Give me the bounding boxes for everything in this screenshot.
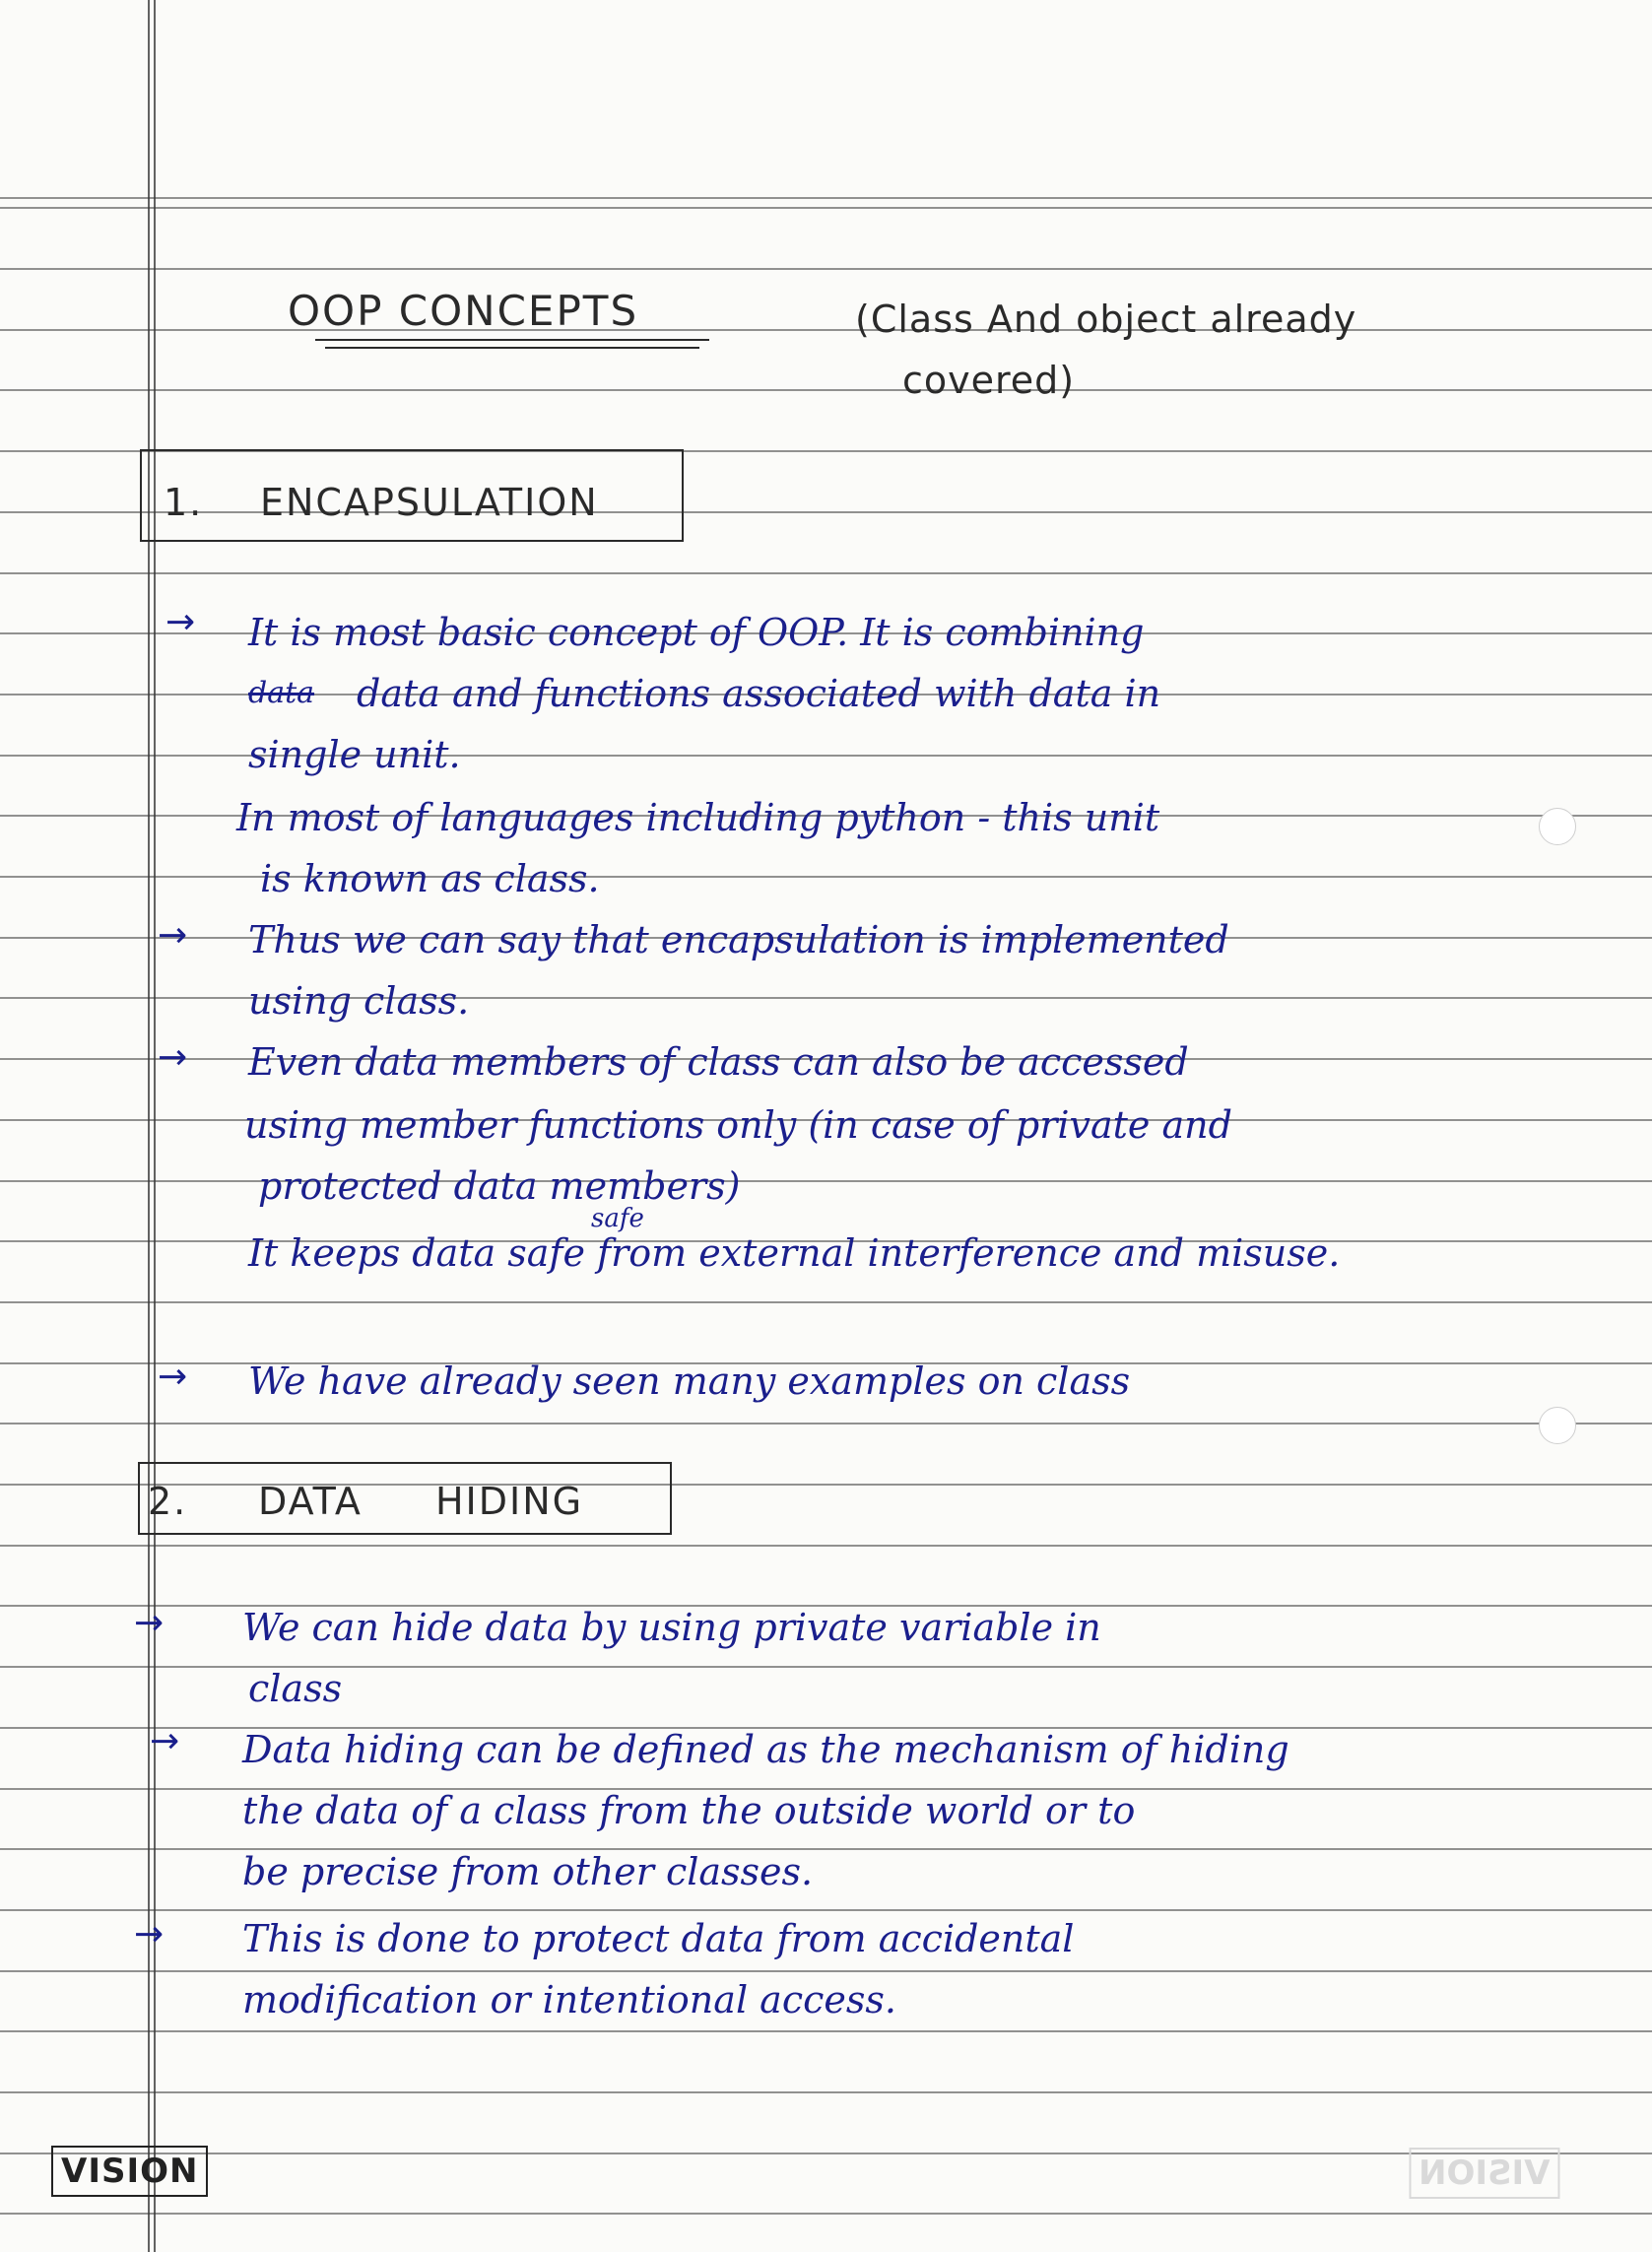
ruled-line <box>0 389 1652 391</box>
body-line: modification or intentional access. <box>242 1978 896 2021</box>
binder-hole <box>1539 808 1576 845</box>
body-line: single unit. <box>248 733 461 776</box>
section-heading: DATA HIDING <box>258 1480 584 1523</box>
body-line: This is done to protect data from accidental <box>242 1917 1075 1960</box>
ruled-line <box>0 2030 1652 2032</box>
body-line: Even data members of class can also be accessed <box>248 1040 1189 1084</box>
ruled-line <box>0 329 1652 331</box>
body-line: protected data members) <box>258 1164 741 1208</box>
struck-word: data <box>248 676 315 710</box>
body-line: the data of a class from the outside world or to <box>242 1789 1136 1832</box>
body-line: class <box>248 1667 343 1710</box>
bullet-arrow-icon: → <box>158 1037 188 1078</box>
page-title: OOP CONCEPTS <box>288 287 639 335</box>
body-line: In most of languages including python - this unit <box>236 796 1160 839</box>
ruled-line <box>0 1909 1652 1911</box>
ruled-line <box>0 2091 1652 2093</box>
ruled-line <box>0 1545 1652 1547</box>
title-underline <box>325 347 699 349</box>
ruled-line <box>0 1180 1652 1182</box>
ruled-line <box>0 876 1652 878</box>
body-line: Thus we can say that encapsulation is implemented <box>248 918 1229 961</box>
bullet-arrow-icon: → <box>150 1721 180 1761</box>
bullet-arrow-icon: → <box>158 1357 188 1397</box>
body-line: data and functions associated with data in <box>357 672 1161 715</box>
ruled-line <box>0 2213 1652 2215</box>
body-line: using class. <box>248 979 470 1023</box>
binder-hole <box>1539 1407 1576 1444</box>
title-note-continued: covered) <box>902 359 1076 402</box>
body-line: It is most basic concept of OOP. It is combining <box>248 611 1145 654</box>
brand-logo: VISION <box>51 2146 208 2197</box>
section-number: 1. <box>164 481 204 524</box>
body-line: is known as class. <box>260 857 600 900</box>
ruled-line <box>0 268 1652 270</box>
ruled-line <box>0 1423 1652 1424</box>
body-line: Data hiding can be defined as the mechanism of hiding <box>242 1728 1289 1771</box>
body-line: be precise from other classes. <box>242 1850 814 1893</box>
title-underline <box>315 339 709 341</box>
bullet-arrow-icon: → <box>165 602 196 642</box>
inserted-word: safe <box>591 1204 644 1233</box>
ruled-line <box>0 2153 1652 2154</box>
ruled-line <box>0 572 1652 574</box>
bullet-arrow-icon: → <box>134 1914 165 1954</box>
ruled-line <box>0 1301 1652 1303</box>
body-line: It keeps data safe from external interference and misuse. <box>248 1231 1341 1275</box>
brand-logo-showthrough: VISION <box>1409 2148 1559 2199</box>
bullet-arrow-icon: → <box>158 915 188 956</box>
body-line: using member functions only (in case of private and <box>244 1103 1232 1147</box>
ruled-line <box>0 207 1652 209</box>
section-number: 2. <box>148 1480 188 1523</box>
title-note: (Class And object already <box>855 298 1357 341</box>
body-line: We have already seen many examples on class <box>248 1359 1131 1403</box>
body-line: We can hide data by using private variable in <box>242 1606 1101 1649</box>
section-heading: ENCAPSULATION <box>260 481 599 524</box>
bullet-arrow-icon: → <box>134 1603 165 1643</box>
ruled-line <box>0 197 1652 199</box>
ruled-line <box>0 1970 1652 1972</box>
